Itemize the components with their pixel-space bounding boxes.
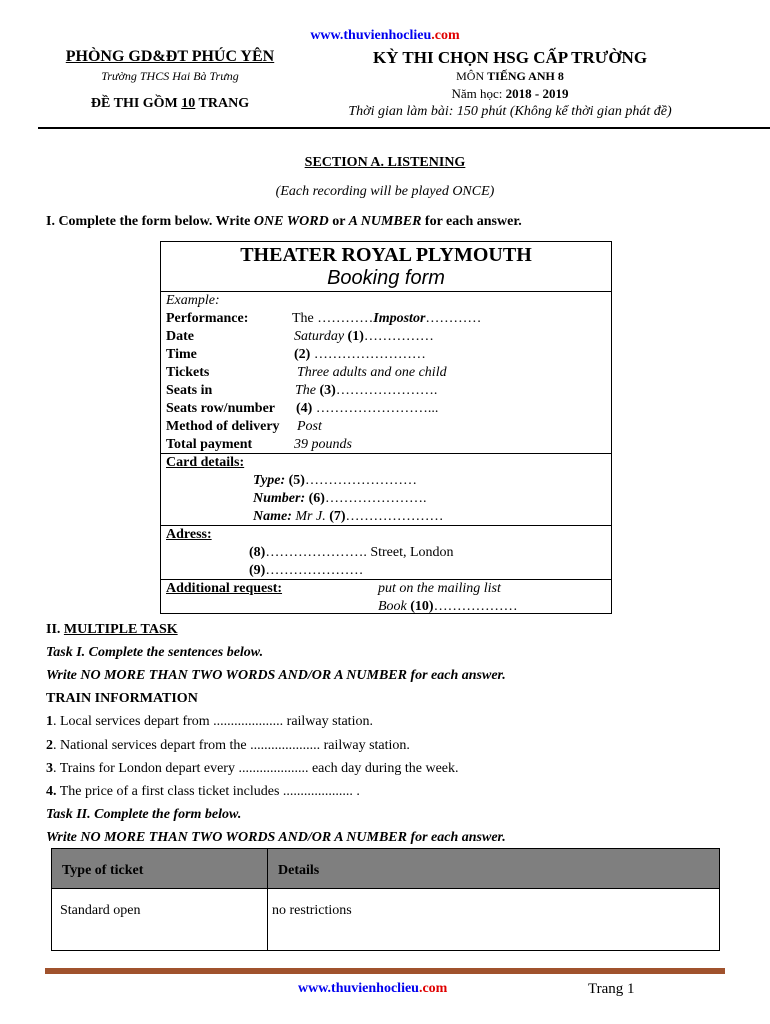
table-header-cell: Type of ticket [62, 863, 144, 878]
table-column-divider [267, 849, 268, 950]
instr-em1: ONE WORD [253, 214, 329, 229]
part1-instruction [46, 214, 522, 230]
form-divider-1 [161, 291, 611, 292]
question-item [46, 714, 373, 730]
exam-title: KỲ THI CHỌN HSG CẤP TRƯỜNG [372, 48, 648, 67]
site-url-prefix: www.thuvienhoclieu [298, 981, 419, 996]
card-number: Number: (6)…………………. [253, 491, 427, 506]
form-label: Tickets [166, 365, 210, 380]
question-num: 4. [46, 784, 57, 799]
form-value: Post [297, 419, 322, 434]
page-count [45, 96, 295, 112]
part2-title-text: MULTIPLE TASK [63, 622, 178, 637]
additional-line-1: put on the mailing list [378, 581, 501, 596]
form-subtitle: Booking form [327, 267, 445, 289]
question-item [46, 761, 459, 777]
site-url-suffix: .com [431, 28, 460, 43]
task1-title: Task I. Complete the sentences below. [46, 645, 264, 660]
page-count-num: 10 [181, 96, 196, 111]
question-text: . Local services depart from .................... railway station. [53, 714, 373, 729]
page-number: Trang 1 [588, 981, 635, 997]
question-num: 1 [46, 714, 53, 729]
dept-name: PHÒNG GD&ĐT PHÚC YÊN [65, 48, 275, 65]
exam-year [315, 86, 705, 102]
train-info-title: TRAIN INFORMATION [46, 691, 198, 706]
form-label: Time [166, 347, 197, 362]
question-item [46, 784, 360, 800]
header-divider [38, 127, 770, 129]
booking-form [160, 241, 612, 614]
form-example: Example: [166, 293, 220, 308]
school-name: Trường THCS Hai Bà Trưng [101, 69, 239, 83]
table-header-row [52, 849, 719, 889]
year-pre: Năm học: [451, 86, 506, 101]
card-name: Name: Mr J. (7)………………… [253, 509, 444, 524]
exam-subject [315, 69, 705, 84]
part2-title [46, 622, 178, 638]
site-url-suffix: .com [418, 981, 448, 996]
address-line-1: (8)…………………. Street, London [249, 545, 454, 560]
section-title: SECTION A. LISTENING [304, 155, 466, 170]
form-value: (2) …………………… [294, 347, 426, 362]
subject-name: TIẾNG ANH 8 [487, 69, 564, 83]
question-text: The price of a first class ticket includes .................... . [56, 784, 360, 799]
instr-em2: A NUMBER [348, 214, 422, 229]
form-label: Performance: [166, 311, 249, 326]
additional-line-2: Book (10)……………… [378, 599, 518, 614]
form-value: (4) ……………………... [296, 401, 439, 416]
address-label: Adress: [166, 527, 212, 542]
task1-write: Write NO MORE THAN TWO WORDS AND/OR A NUMBER for each answer. [46, 668, 506, 683]
site-url-prefix: www.thuvienhoclieu [310, 28, 432, 43]
form-label: Seats in [166, 383, 213, 398]
form-label: Seats row/number [166, 401, 276, 416]
table-cell: no restrictions [272, 903, 352, 918]
form-value: The (3)…………………. [295, 383, 438, 398]
form-label: Date [166, 329, 194, 344]
card-type: Type: (5)…………………… [253, 473, 417, 488]
question-num: 3 [46, 761, 53, 776]
section-note: (Each recording will be played ONCE) [275, 184, 495, 199]
site-url-top[interactable] [0, 28, 770, 44]
form-divider-3 [161, 525, 611, 526]
footer-divider [45, 968, 725, 974]
page-count-pre: ĐỀ THI GỒM [90, 96, 182, 111]
page-count-post: TRANG [195, 96, 250, 111]
form-divider-2 [161, 453, 611, 454]
question-num: 2 [46, 738, 53, 753]
part2-title-pre: II. [46, 622, 64, 637]
form-label: Method of delivery [166, 419, 280, 434]
form-label: Total payment [166, 437, 253, 452]
question-text: . National services depart from the .................... railway station. [53, 738, 410, 753]
form-divider-4 [161, 579, 611, 580]
task2-write: Write NO MORE THAN TWO WORDS AND/OR A NUMBER for each answer. [46, 830, 506, 845]
address-line-2: (9)………………… [249, 563, 364, 578]
table-header-cell: Details [278, 863, 320, 878]
site-url-bottom[interactable] [298, 981, 447, 997]
instr-pre: I. Complete the form below. Write [46, 214, 254, 229]
form-value: 39 pounds [294, 437, 352, 452]
task2-title: Task II. Complete the form below. [46, 807, 242, 822]
exam-duration: Thời gian làm bài: 150 phút (Không kể thời gian phát đề) [348, 104, 672, 119]
form-title: THEATER ROYAL PLYMOUTH [240, 244, 532, 266]
subject-pre: MÔN [456, 69, 488, 83]
form-value: Three adults and one child [297, 365, 447, 380]
table-cell: Standard open [60, 903, 141, 918]
year-value: 2018 - 2019 [505, 86, 569, 101]
additional-request-label: Additional request: [166, 581, 283, 596]
card-details-label: Card details: [166, 455, 245, 470]
instr-post: for each answer. [421, 214, 522, 229]
question-text: . Trains for London depart every .................... each day during the week. [53, 761, 459, 776]
ticket-table [51, 848, 720, 951]
form-value: Saturday (1)…………… [294, 329, 434, 344]
question-item [46, 738, 410, 754]
form-value: The …………Impostor………… [292, 311, 482, 326]
instr-mid: or [328, 214, 349, 229]
